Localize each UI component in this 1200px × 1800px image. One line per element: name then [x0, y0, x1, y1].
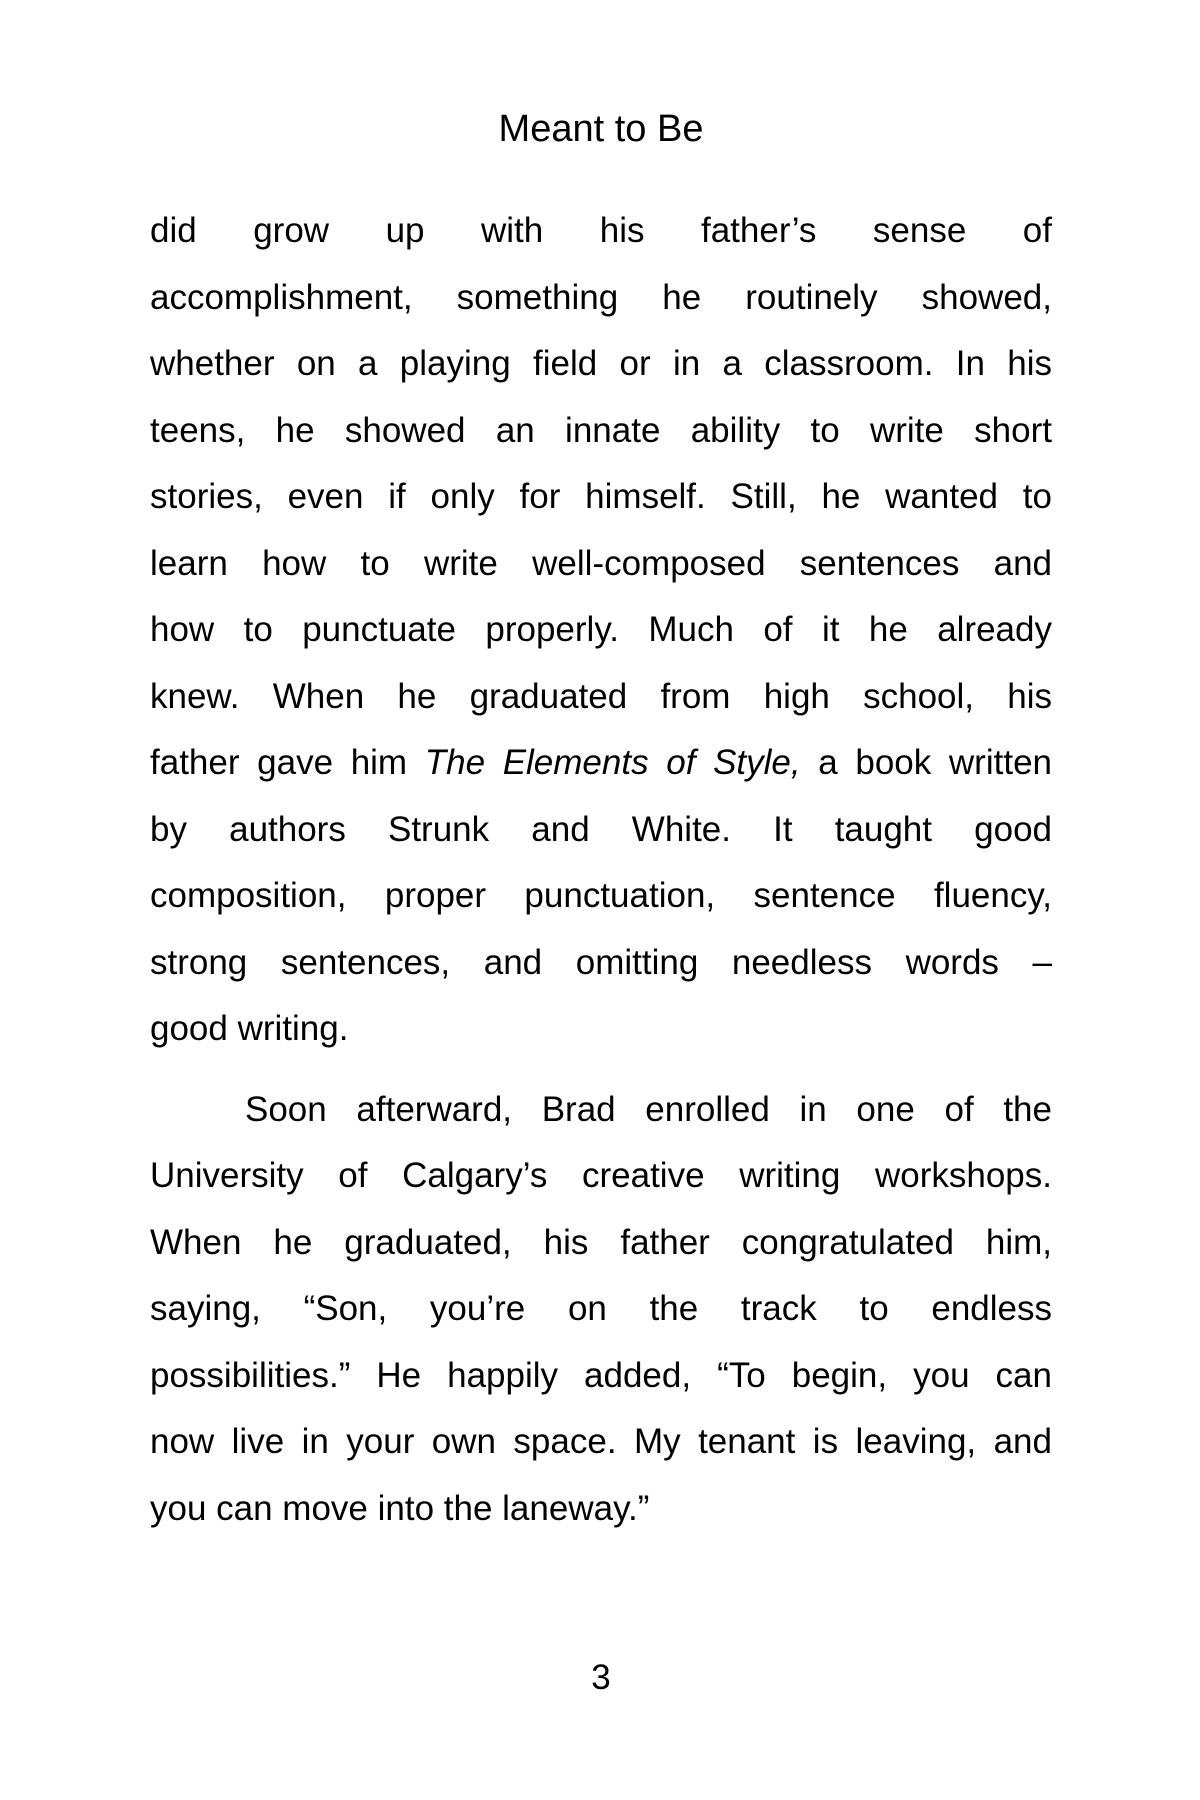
book-title-italic: The Elements of Style, — [424, 743, 801, 782]
text-line — [150, 265, 1052, 332]
text-segment: a book written — [800, 743, 1052, 782]
text-line — [150, 1343, 1052, 1410]
text-line — [150, 1077, 1052, 1144]
text-segment: father gave him — [150, 743, 425, 782]
text-segment: by authors Strunk and White. It taught good — [150, 809, 1052, 849]
text-line — [150, 863, 1052, 930]
text-segment: Soon afterward, Brad enrolled in one of the — [245, 1089, 1052, 1129]
text-line — [150, 1143, 1052, 1210]
text-segment: knew. When he graduated from high school, his — [150, 676, 1052, 716]
text-segment: you can move into the laneway.” — [150, 1488, 650, 1528]
text-segment: how to punctuate properly. Much of it he already — [150, 610, 1052, 649]
text-segment: stories, even if only for himself. Still, he wanted to — [150, 477, 1052, 516]
page-number: 3 — [591, 1658, 611, 1697]
text-line — [150, 531, 1052, 598]
text-line — [150, 597, 1052, 664]
text-segment: good writing. — [150, 1009, 349, 1048]
text-line — [150, 664, 1052, 731]
text-line — [150, 930, 1052, 997]
text-segment: When he graduated, his father congratulated him, — [150, 1222, 1052, 1262]
text-line — [150, 1276, 1052, 1343]
text-line — [150, 398, 1052, 465]
text-segment: strong sentences, and omitting needless words – — [150, 942, 1052, 982]
text-segment: teens, he showed an innate ability to write short — [150, 410, 1052, 450]
text-segment: learn how to write well-composed sentences and — [150, 543, 1052, 583]
text-segment: whether on a playing field or in a classroom. In his — [150, 344, 1052, 383]
text-line — [150, 464, 1052, 531]
text-segment: accomplishment, something he routinely showed, — [150, 277, 1052, 317]
text-segment: possibilities.” He happily added, “To begin, you can — [150, 1355, 1052, 1395]
text-line — [150, 198, 1052, 265]
text-line — [150, 730, 1052, 797]
text-line — [150, 331, 1052, 398]
text-line — [150, 1409, 1052, 1476]
page-title: Meant to Be — [498, 108, 704, 150]
text-segment: composition, proper punctuation, sentence fluency, — [150, 876, 1052, 915]
text-segment: University of Calgary’s creative writing workshops. — [150, 1156, 1052, 1195]
text-line — [150, 1476, 1052, 1543]
text-line — [150, 1210, 1052, 1277]
paragraph — [150, 1077, 1052, 1543]
text-line — [150, 996, 1052, 1063]
text-line — [150, 797, 1052, 864]
text-segment: saying, “Son, you’re on the track to endless — [150, 1289, 1052, 1328]
page-body — [150, 198, 1052, 1542]
paragraph — [150, 198, 1052, 1063]
text-segment: did grow up with his father’s sense of — [150, 211, 1052, 250]
text-segment: now live in your own space. My tenant is leaving, and — [150, 1422, 1052, 1461]
